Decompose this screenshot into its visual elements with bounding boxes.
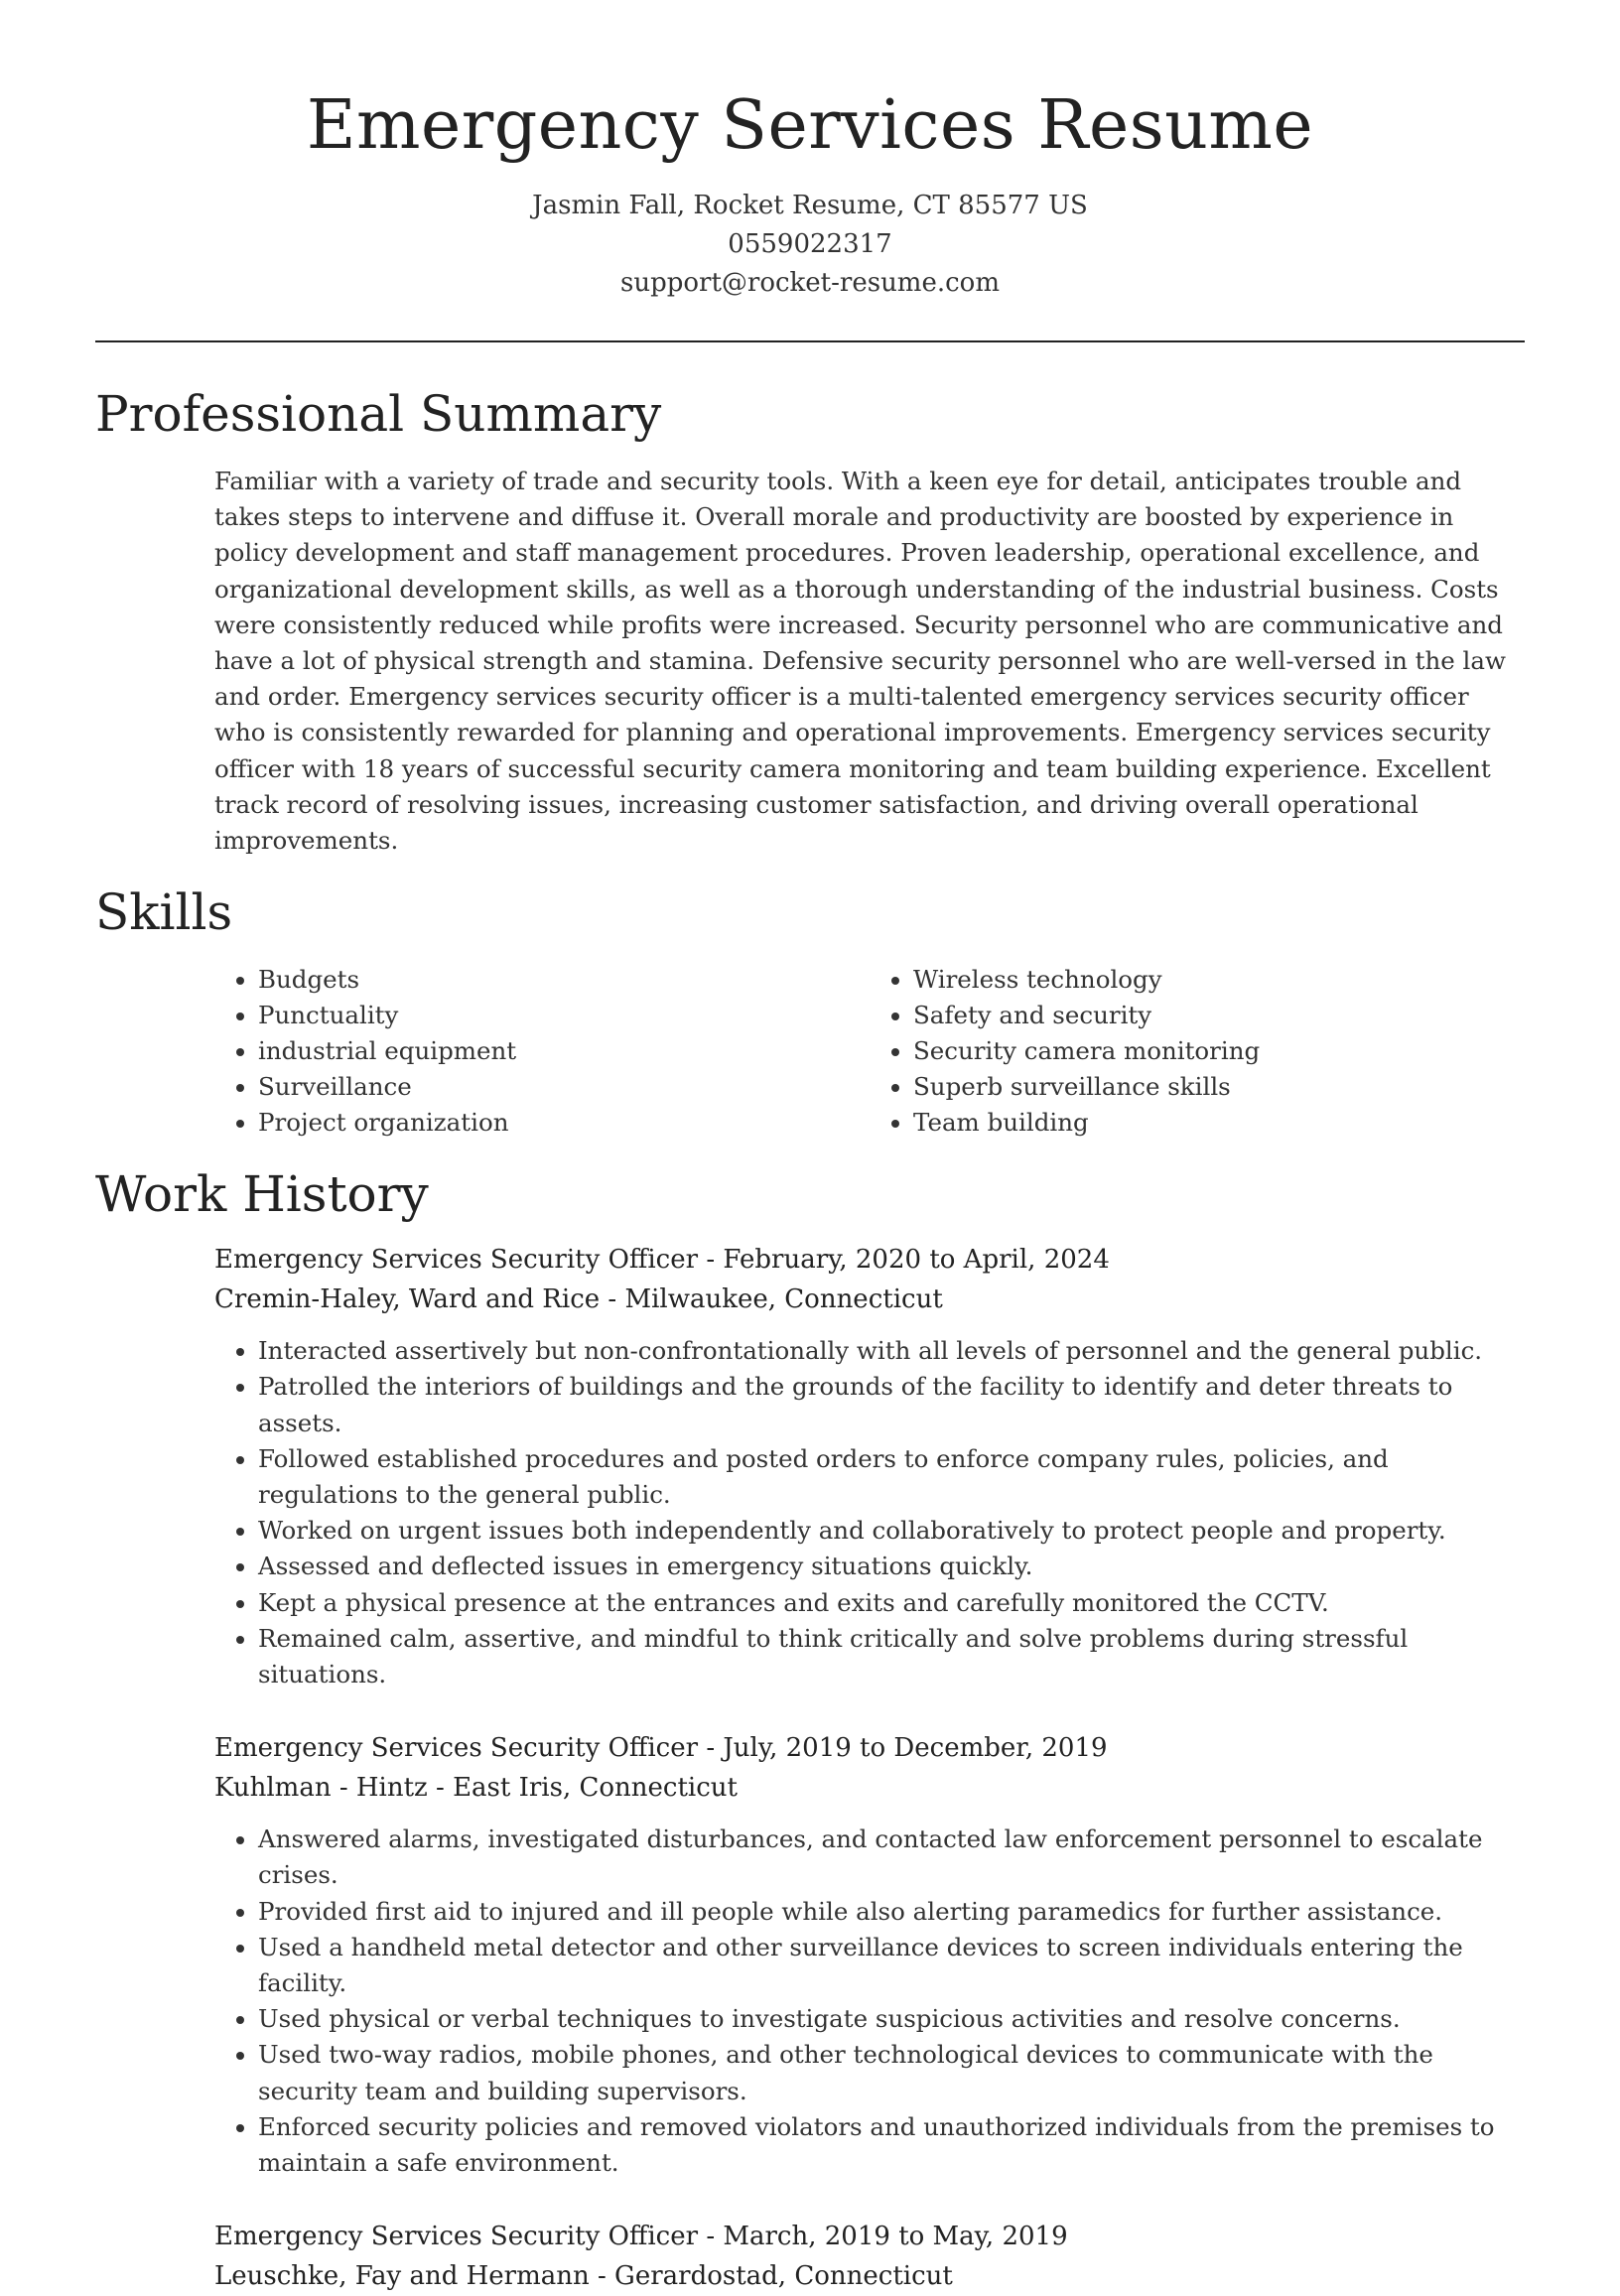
skill-item: • Project organization <box>258 1105 870 1141</box>
resume-page <box>95 0 1525 2296</box>
job-entry <box>214 2217 1525 2296</box>
job-bullet: • Provided first aid to injured and ill people while also alerting paramedics for further assistance. <box>258 1894 1525 1930</box>
skills-list <box>214 962 1525 1141</box>
job-bullet: • Interacted assertively but non-confrontationally with all levels of personnel and the general public. <box>258 1333 1525 1369</box>
skill-item: • Safety and security <box>913 998 1525 1033</box>
skills-heading: Skills <box>95 883 233 942</box>
contact-email: support@rocket-resume.com <box>619 268 1000 298</box>
skill-item: • industrial equipment <box>258 1033 870 1069</box>
job-bullet: • Patrolled the interiors of buildings and the grounds of the facility to identify and deter threats to assets. <box>258 1369 1525 1440</box>
skill-item: • Wireless technology <box>913 962 1525 998</box>
skill-item: • Security camera monitoring <box>913 1033 1525 1069</box>
skill-item: • Punctuality <box>258 998 870 1033</box>
job-bullet: • Used a handheld metal detector and other surveillance devices to screen individuals entering the facility. <box>258 1930 1525 2001</box>
job-responsibilities <box>214 1822 1525 2181</box>
skill-item: • Surveillance <box>258 1069 870 1105</box>
job-company-location: Cremin-Haley, Ward and Rice - Milwaukee, Connecticut <box>214 1284 943 1315</box>
job-bullet: • Used physical or verbal techniques to investigate suspicious activities and resolve concerns. <box>258 2001 1525 2037</box>
summary-text: Familiar with a variety of trade and security tools. With a keen eye for detail, anticipates trouble and takes steps to intervene and diffuse it. Overall morale and productivity are boosted by experience in policy development and staff management procedures. Proven leadership, operational excellence, and organizational development skills, as well as a thorough understanding of the industrial business. Costs were consistently reduced while profits were increased. Security personnel who are communicative and have a lot of physical strength and stamina. Defensive security personnel who are well-versed in the law and order. Emergency services security officer is a multi-talented emergency services security officer who is consistently rewarded for planning and operational improvements. Emergency services security officer with 18 years of successful security camera monitoring and team building experience. Excellent track record of resolving issues, increasing customer satisfaction, and driving overall operational improvements. <box>214 467 1506 856</box>
job-bullet: • Used two-way radios, mobile phones, and other technological devices to communicate with the security team and building supervisors. <box>258 2037 1525 2108</box>
job-company-location: Kuhlman - Hintz - East Iris, Connecticut <box>214 1773 738 1804</box>
job-entry <box>214 1728 1525 2181</box>
header-divider <box>95 340 1525 342</box>
contact-phone: 0559022317 <box>728 229 892 259</box>
job-bullet: • Kept a physical presence at the entrances and exits and carefully monitored the CCTV. <box>258 1585 1525 1621</box>
job-bullet: • Remained calm, assertive, and mindful to think critically and solve problems during stressful situations. <box>258 1621 1525 1692</box>
contact-info <box>95 187 1525 303</box>
resume-header <box>95 0 1525 303</box>
skills-column-right <box>870 962 1525 1141</box>
skill-item: • Superb surveillance skills <box>913 1069 1525 1105</box>
job-bullet: • Answered alarms, investigated disturbances, and contacted law enforcement personnel to escalate crises. <box>258 1822 1525 1893</box>
job-title-dates: Emergency Services Security Officer - February, 2020 to April, 2024 <box>214 1245 1110 1276</box>
job-bullet: • Worked on urgent issues both independently and collaboratively to protect people and property. <box>258 1513 1525 1549</box>
job-responsibilities <box>214 1333 1525 1692</box>
summary-heading: Professional Summary <box>95 385 662 443</box>
resume-title: Emergency Services Resume <box>306 86 1314 165</box>
job-bullet: • Assessed and deflected issues in emergency situations quickly. <box>258 1549 1525 1584</box>
job-title-dates: Emergency Services Security Officer - July, 2019 to December, 2019 <box>214 1733 1108 1764</box>
skill-item: • Team building <box>913 1105 1525 1141</box>
work-history-heading: Work History <box>95 1165 429 1224</box>
skill-item: • Budgets <box>258 962 870 998</box>
job-bullet: • Enforced security policies and removed violators and unauthorized individuals from the premises to maintain a safe environment. <box>258 2109 1525 2181</box>
job-title-dates: Emergency Services Security Officer - March, 2019 to May, 2019 <box>214 2222 1068 2252</box>
contact-address: Jasmin Fall, Rocket Resume, CT 85577 US <box>532 191 1088 220</box>
skills-column-left <box>214 962 870 1141</box>
job-bullet: • Followed established procedures and posted orders to enforce company rules, policies, and regulations to the general public. <box>258 1441 1525 1513</box>
job-entry <box>214 1240 1525 1692</box>
job-company-location: Leuschke, Fay and Hermann - Gerardostad, Connecticut <box>214 2261 953 2292</box>
